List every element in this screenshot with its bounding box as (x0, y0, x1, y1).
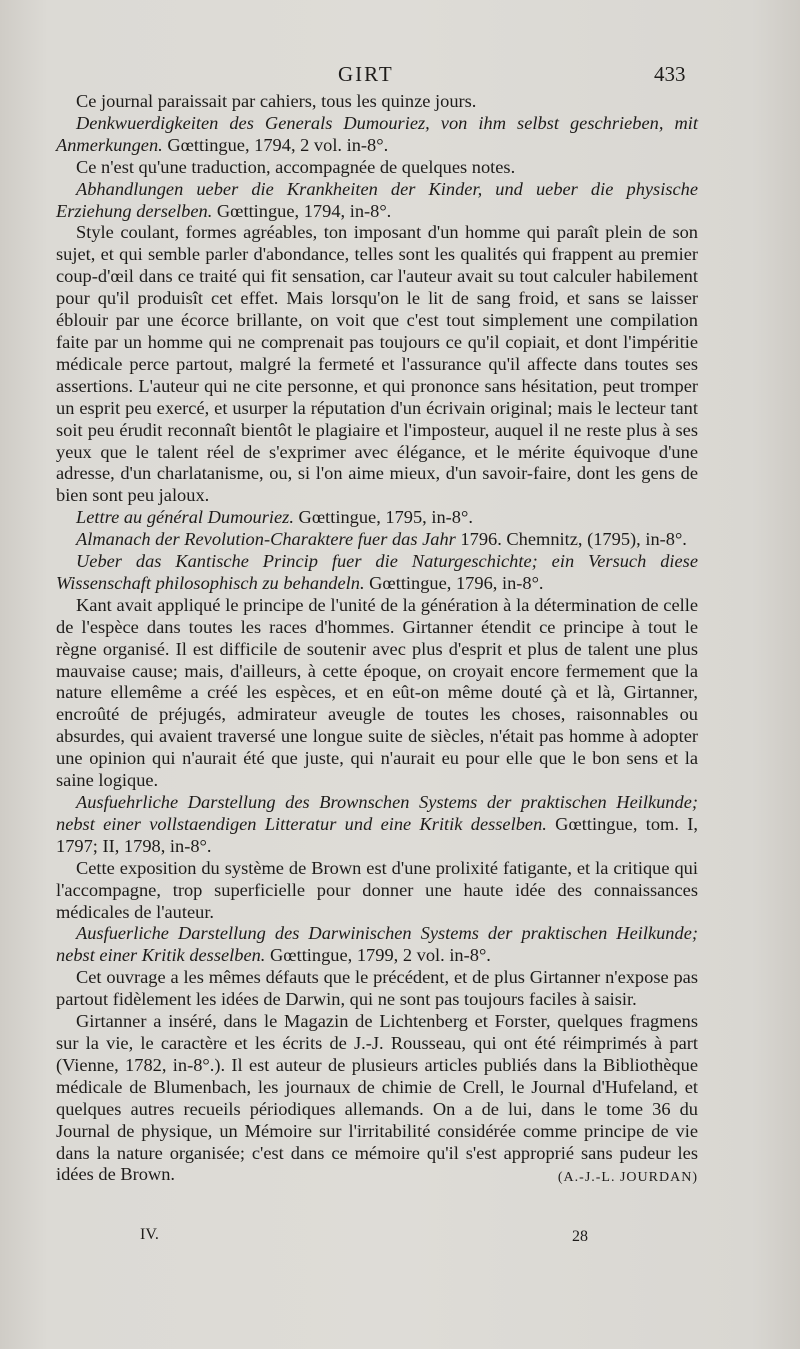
paragraph-text: Ce journal paraissait par cahiers, tous les quinze jours. (76, 91, 477, 111)
work-title: Ueber das Kantische Princip fuer die Naturgeschichte; ein Versuch diese Wissenschaft philosophisch zu behandeln. (56, 551, 698, 593)
work-title: Denkwuerdigkeiten des Generals Dumouriez, von ihm selbst geschrieben, mit Anmerkungen. (56, 112, 698, 155)
paragraph-text: Style coulant, formes agréables, ton imposant d'un homme qui paraît plein de son sujet, et qui semble parler d'abondance, telles sont les qualités qui frappent au premier coup-d'œil dans ce traité qui fit sensation, car l'auteur avait su tout calculer habilement pour qu'il produisît cet effet. Mais lorsqu'on le lit de sang froid, et sans se laisser éblouir par une écorce brillante, on voit que c'est tout simplement une compilation faite par un homme qui ne comprenait pas toujours ce qu'il copiait, et dont l'impéritie médicale perce partout, malgré la fermeté et l'assurance qu'il affecte dans toutes ses assertions. L'auteur qui ne cite personne, et qui prononce sans hésitation, peut tromper un esprit peu exercé, et usurper la réputation d'un écrivain original; mais le lecteur tant soit peu érudit reconnaît bientôt le plagiaire et l'imposteur, auquel il ne reste plus à ses yeux que le talent réel de s'exprimer avec élégance, et le mérite équivoque d'une adresse, d'un charlatanisme, ou, si l'on aime mieux, d'un savoir-faire, dont les gens de bien sont peu jaloux. (56, 222, 698, 506)
bibliography-entry (56, 551, 698, 595)
paragraph (56, 595, 698, 792)
paragraph (56, 157, 698, 179)
page-number: 433 (654, 62, 686, 86)
paragraph (56, 222, 698, 507)
bibliography-entry (56, 113, 698, 157)
publication-details: Gœttingue, tom. I, 1797; II, 1798, in-8°. (56, 813, 698, 856)
publication-details: Gœttingue, 1796, in-8°. (364, 572, 544, 593)
page-footer (0, 1226, 800, 1256)
paragraph-text: Cette exposition du système de Brown est d'une prolixité fatigante, et la critique qui l'accompagne, trop superficielle pour donner une haute idée des connaissances médicales de l'auteur. (56, 857, 698, 922)
author-signature: (A.-J.-L. JOURDAN) (557, 1170, 698, 1186)
bibliography-entry (56, 792, 698, 858)
work-title: Lettre au général Dumouriez. (76, 507, 294, 528)
volume-mark: IV. (140, 1226, 159, 1243)
work-title: Abhandlungen ueber die Krankheiten der Kinder, und ueber die physische Erziehung derselben. (56, 178, 698, 221)
publication-details: 1796. Chemnitz, (1795), in-8°. (455, 529, 687, 550)
work-title: Ausfuehrliche Darstellung des Brownschen Systems der praktischen Heilkunde; nebst einer vollstaendigen Litteratur und eine Kritik desselben. (56, 792, 698, 834)
page-header (0, 58, 800, 92)
bibliography-entry (56, 529, 698, 551)
page-body (56, 91, 698, 1189)
bibliography-entry (56, 923, 698, 967)
paragraph-text: Ce n'est qu'une traduction, accompagnée de quelques notes. (76, 156, 516, 177)
bibliography-entry (56, 179, 698, 223)
paragraph (56, 967, 698, 1011)
paragraph-text: Cet ouvrage a les mêmes défauts que le précédent, et de plus Girtanner n'expose pas partout fidèlement les idées de Darwin, qui ne sont pas toujours faciles à saisir. (56, 967, 698, 1010)
signature-mark: 28 (572, 1228, 588, 1245)
publication-details: Gœttingue, 1795, in-8°. (293, 507, 473, 528)
publication-details: Gœttingue, 1794, in-8°. (212, 200, 392, 221)
paragraph-text: Kant avait appliqué le principe de l'unité de la génération à la détermination de celle de l'espèce dans toutes les races d'hommes. Girtanner étendit ce principe à tout le règne organisé. Il est difficile de soutenir avec plus d'esprit et plus de talent une plus mauvaise cause; mais, d'ailleurs, à cette époque, on croyait encore fermement que la nature ellemême a créé les espèces, et en eût-on même douté çà et là, Girtanner, encroûté de préjugés, admirateur aveugle de toutes les choses, raisonnables ou absurdes, qui avaient traversé une longue suite de siècles, n'était pas homme à adopter une opinion qui n'aurait été que juste, qui n'aurait eu pour elle que le bon sens et la saine logique. (56, 594, 698, 791)
publication-details: Gœttingue, 1794, 2 vol. in-8°. (162, 134, 389, 155)
paragraph (56, 91, 698, 113)
publication-details: Gœttingue, 1799, 2 vol. in-8°. (265, 945, 491, 966)
work-title: Almanach der Revolution-Charaktere fuer das Jahr (76, 529, 456, 550)
paragraph (56, 858, 698, 924)
running-head: GIRT (338, 62, 394, 86)
paragraph-text: Girtanner a inséré, dans le Magazin de Lichtenberg et Forster, quelques fragmens sur la vie, le caractère et les écrits de J.-J. Rousseau, qui ont été réimprimés à part (Vienne, 1782, in-8°.). Il est auteur de plusieurs articles publiés dans la Bibliothèque médicale de Blumenbach, les journaux de chimie de Crell, le Journal d'Hufeland, et quelques autres recueils périodiques allemands. On a de lui, dans le tome 36 du Journal de physique, un Mémoire sur l'irritabilité considérée comme principe de vie dans la nature organisée; c'est dans ce mémoire qu'il s'est approprié sans pudeur les idées de Brown. (56, 1011, 698, 1185)
paragraph (56, 1011, 698, 1186)
bibliography-entry (56, 507, 698, 529)
work-title: Ausfuerliche Darstellung des Darwinischen Systems der praktischen Heilkunde; nebst einer Kritik desselben. (56, 923, 698, 966)
